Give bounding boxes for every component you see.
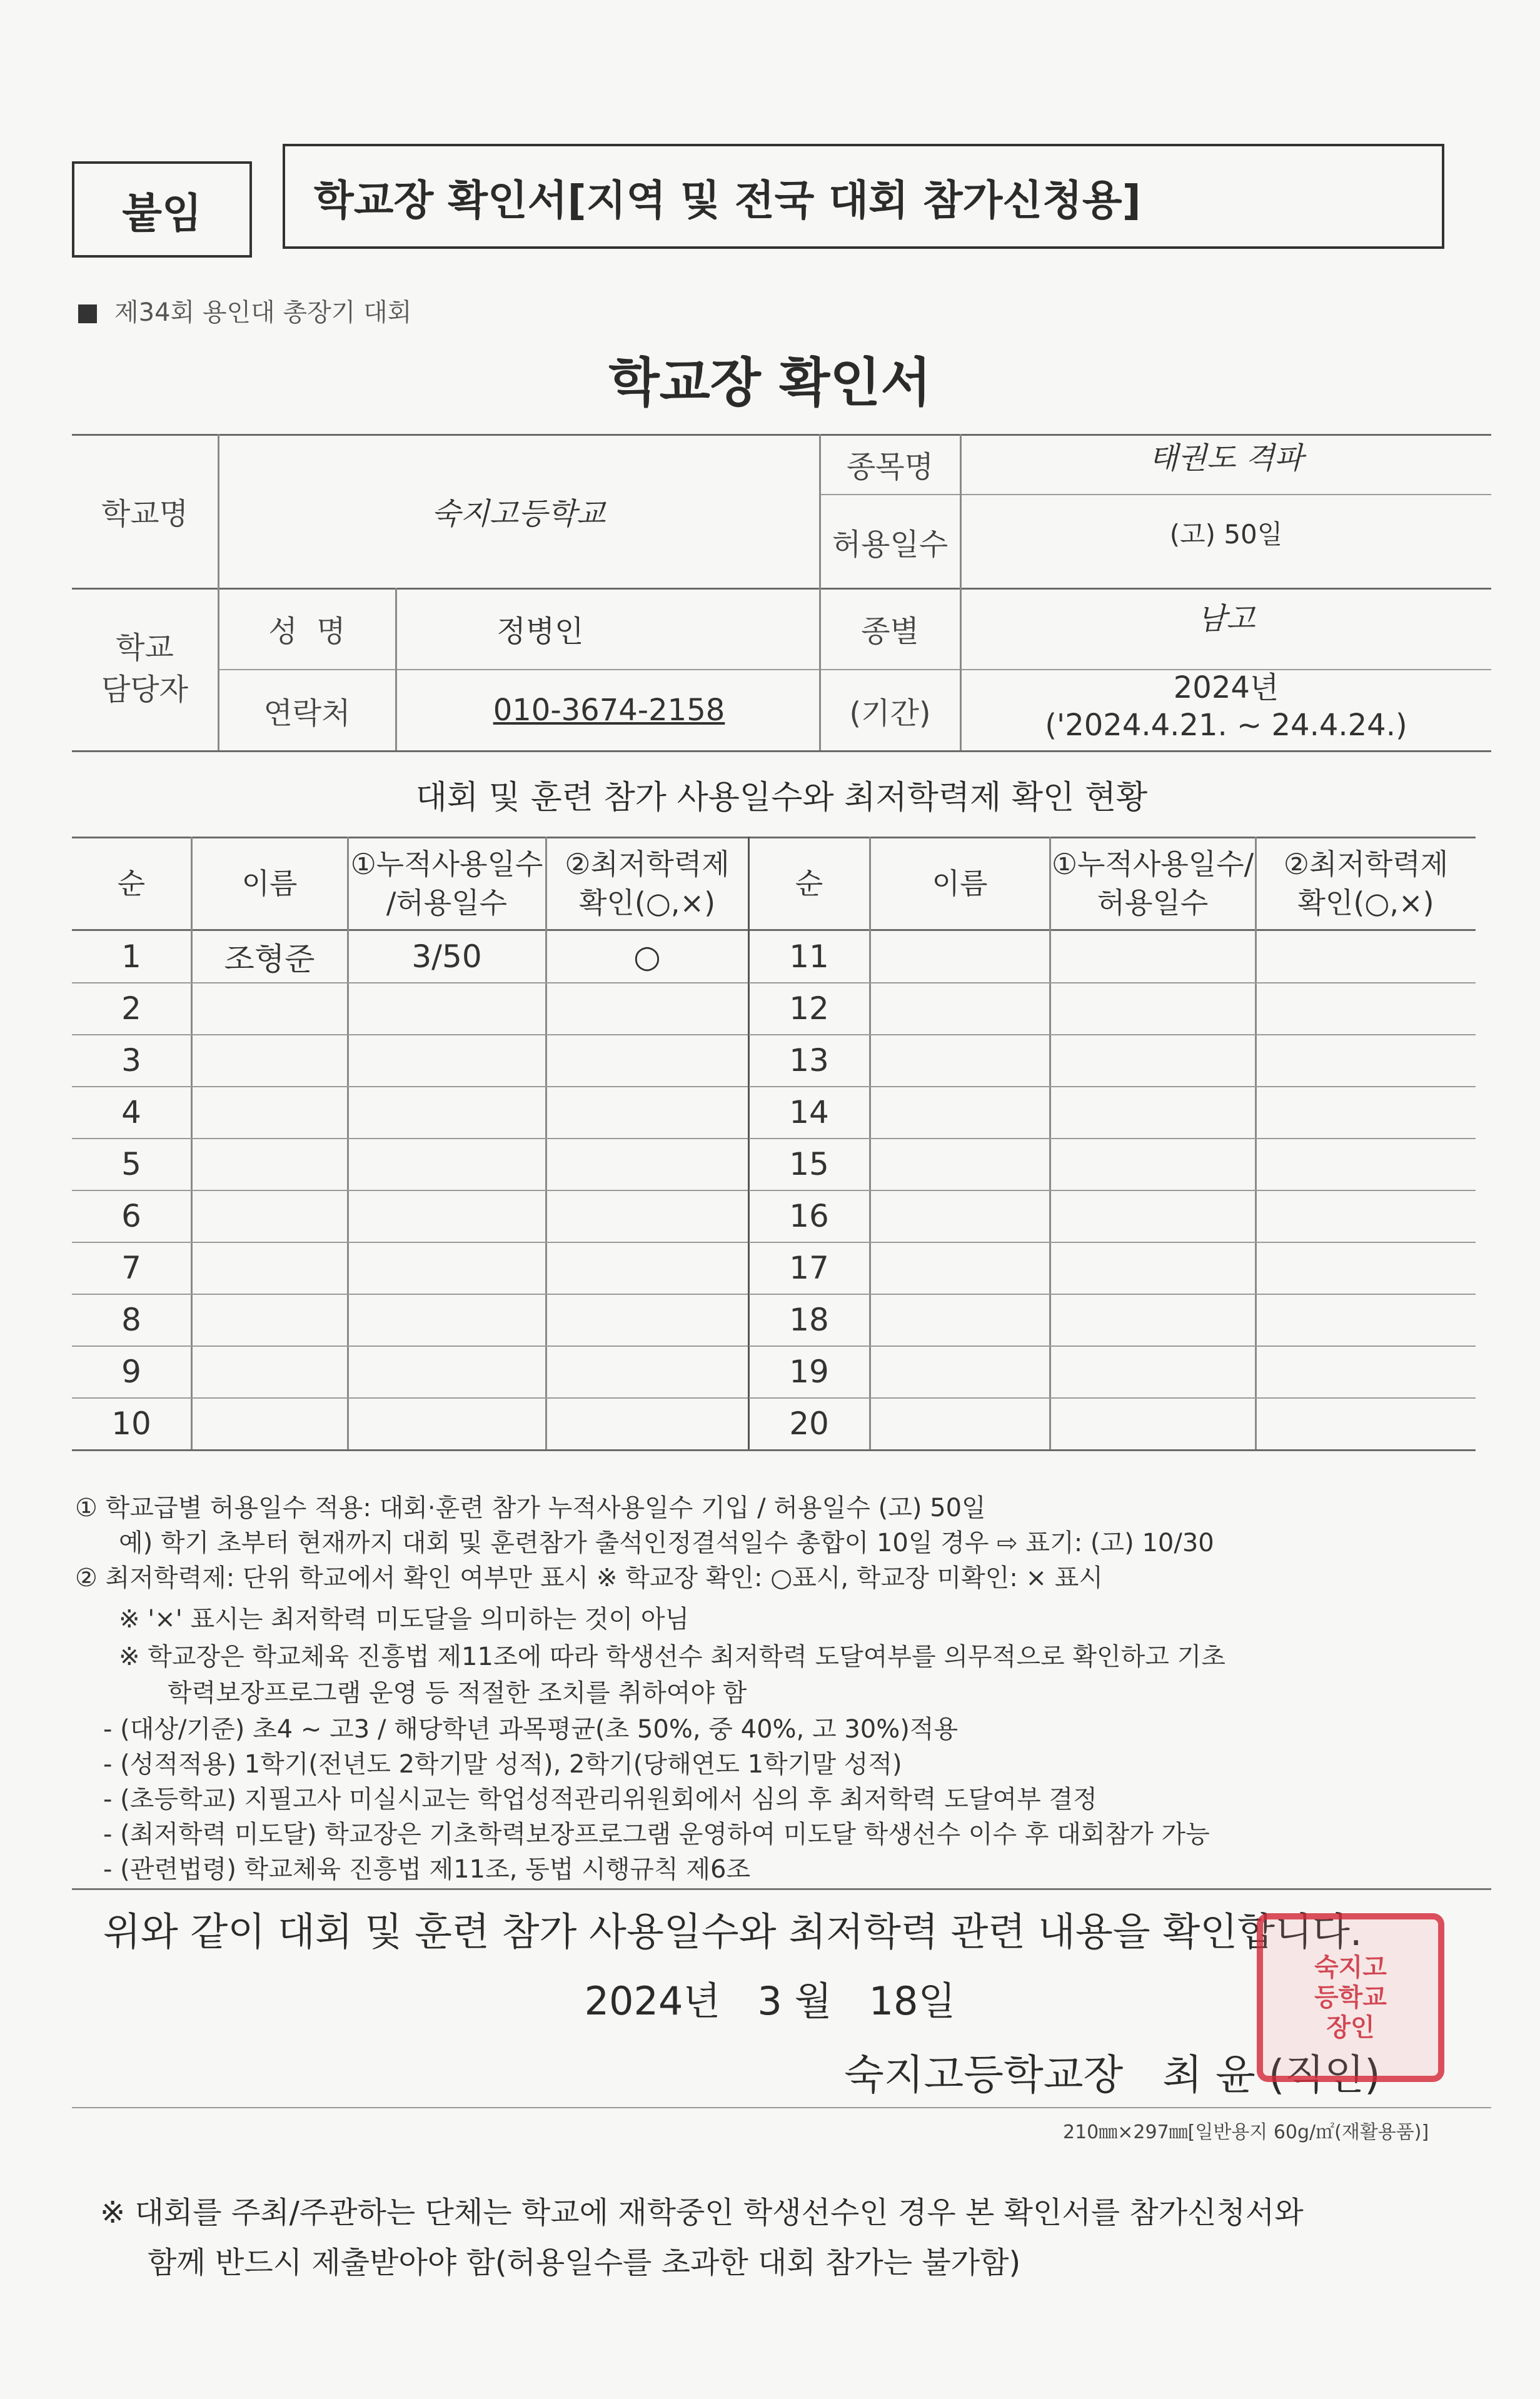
allowed-days-label: 허용일수 (832, 526, 949, 562)
table-cell-days (348, 1086, 545, 1138)
table-cell-no: 1 (121, 938, 141, 975)
table-cell-check (1256, 930, 1476, 982)
contact-value: 010-3674-2158 (493, 693, 725, 728)
table-cell-check (546, 1345, 748, 1397)
table-cell-name (192, 1034, 347, 1086)
period-range: ('2024.4.21. ~ 24.4.24.) (1045, 708, 1407, 743)
table-cell-days (348, 1294, 545, 1345)
table-cell-check: ○ (633, 938, 661, 975)
table-cell-name (870, 930, 1049, 982)
table-cell-days (1050, 1242, 1255, 1294)
note-line: - (초등학교) 지필고사 미실시교는 학업성적관리위원회에서 심의 후 최저학력 도달여부 결정 (103, 1785, 1097, 1814)
sport-value: 태권도 격파 (1149, 440, 1304, 476)
event-line (78, 293, 411, 328)
square-bullet-icon (78, 304, 97, 323)
table-cell-no: 20 (789, 1405, 829, 1442)
contact-label: 연락처 (263, 695, 351, 731)
table-cell-days (348, 1138, 545, 1190)
table-cell-name (870, 1034, 1049, 1086)
table-cell-name (192, 1086, 347, 1138)
footnote-line-2: 함께 반드시 제출받아야 함(허용일수를 초과한 대회 참가는 불가함) (148, 2245, 1021, 2280)
table-cell-no: 3 (121, 1042, 141, 1079)
page-title: 학교장 확인서 (608, 351, 932, 413)
table-cell-check (546, 1138, 748, 1190)
table-cell-days (1050, 930, 1255, 982)
table-cell-days (1050, 982, 1255, 1034)
table-cell-no: 19 (789, 1353, 829, 1390)
table-cell-no: 9 (121, 1353, 141, 1390)
school-name: 숙지고등학교 (431, 496, 606, 531)
table-cell-check (1256, 1345, 1476, 1397)
table-cell-check (546, 1294, 748, 1345)
table-cell-days (348, 1034, 545, 1086)
signer: 숙지고등학교장 최 윤 (직인) (844, 2051, 1381, 2099)
table-cell-name (870, 1345, 1049, 1397)
table-cell-days (1050, 1345, 1255, 1397)
paper-spec: 210㎜×297㎜[일반용지 60g/㎡(재활용품)] (1063, 2121, 1429, 2143)
note-line: - (최저학력 미도달) 학교장은 기초학력보장프로그램 운영하여 미도달 학생선수 이수 후 대회참가 가능 (103, 1820, 1210, 1849)
table-cell-check (1256, 1397, 1476, 1449)
table-cell-name (870, 1190, 1049, 1242)
manager-label: 학교 담당자 (101, 630, 189, 707)
table-cell-check (1256, 1190, 1476, 1242)
table-cell-no: 8 (121, 1301, 141, 1338)
col-name-left: 이름 (241, 866, 298, 900)
table-cell-days (1050, 1294, 1255, 1345)
table-cell-no: 14 (789, 1094, 829, 1130)
form-title: 학교장 확인서[지역 및 전국 대회 참가신청용] (283, 144, 1444, 249)
note-line: 예) 학기 초부터 현재까지 대회 및 훈련참가 출석인정결석일수 총합이 10일 경우 ⇨ 표기: (고) 10/30 (119, 1529, 1214, 1557)
table-heading: 대회 및 훈련 참가 사용일수와 최저학력제 확인 현황 (415, 778, 1148, 817)
table-cell-no: 17 (789, 1249, 829, 1286)
table-cell-days (1050, 1397, 1255, 1449)
table-cell-check (1256, 1294, 1476, 1345)
note-line: - (성적적용) 1학기(전년도 2학기말 성적), 2학기(당해연도 1학기말 성적) (103, 1750, 902, 1779)
confirmation-date: 2024년 3 월 18일 (584, 1978, 956, 2024)
note-line: - (대상/기준) 초4 ~ 고3 / 해당학년 과목평균(초 50%, 중 40%, 고 30%)적용 (103, 1715, 959, 1744)
table-cell-days (1050, 1034, 1255, 1086)
school-label: 학교명 (101, 496, 189, 531)
table-cell-no: 11 (789, 938, 829, 975)
note-line: ※ '×' 표시는 최저학력 미도달을 의미하는 것이 아님 (119, 1605, 690, 1634)
col-check-right: ②최저학력제 확인(○,×) (1283, 847, 1449, 920)
table-cell-name (192, 1190, 347, 1242)
col-no-right: 순 (795, 866, 823, 900)
table-cell-name (870, 982, 1049, 1034)
table-cell-days (348, 982, 545, 1034)
table-cell-name: 조형준 (224, 940, 315, 977)
table-cell-days (1050, 1086, 1255, 1138)
table-cell-days (1050, 1138, 1255, 1190)
table-cell-name (192, 1294, 347, 1345)
table-cell-check (546, 1397, 748, 1449)
table-cell-check (1256, 1242, 1476, 1294)
table-cell-days (348, 1242, 545, 1294)
table-cell-check (546, 1034, 748, 1086)
table-cell-days (348, 1190, 545, 1242)
table-cell-check (1256, 1138, 1476, 1190)
table-cell-days (1050, 1190, 1255, 1242)
table-cell-no: 7 (121, 1249, 141, 1286)
category-value: 남고 (1197, 601, 1256, 636)
table-cell-no: 15 (789, 1145, 829, 1182)
table-cell-name (192, 982, 347, 1034)
event-name: 제34회 용인대 총장기 대회 (114, 298, 412, 327)
table-cell-name (192, 1345, 347, 1397)
note-line: - (관련법령) 학교체육 진흥법 제11조, 동법 시행규칙 제6조 (103, 1855, 751, 1884)
col-check-left: ②최저학력제 확인(○,×) (565, 847, 730, 920)
table-cell-check (546, 1242, 748, 1294)
table-cell-no: 12 (789, 990, 829, 1027)
col-no-left: 순 (117, 866, 146, 900)
table-cell-no: 16 (789, 1197, 829, 1234)
col-days-right: ①누적사용일수/ 허용일수 (1051, 847, 1254, 920)
table-cell-no: 18 (789, 1301, 829, 1338)
note-line: ② 최저학력제: 단위 학교에서 확인 여부만 표시 ※ 학교장 확인: ○표시, 학교장 미확인: × 표시 (75, 1564, 1104, 1592)
footnote-line-1: ※ 대회를 주최/주관하는 단체는 학교에 재학중인 학생선수인 경우 본 확인서를 참가신청서와 (100, 2195, 1304, 2230)
seal-text: 숙지고 등학교 장인 (1314, 1953, 1387, 2042)
table-cell-name (192, 1138, 347, 1190)
table-cell-days (348, 1345, 545, 1397)
table-cell-name (870, 1242, 1049, 1294)
table-cell-name (192, 1397, 347, 1449)
table-cell-check (546, 1190, 748, 1242)
table-cell-days: 3/50 (411, 938, 482, 975)
table-cell-name (870, 1138, 1049, 1190)
note-line: ※ 학교장은 학교체육 진흥법 제11조에 따라 학생선수 최저학력 도달여부를 의무적으로 확인하고 기초 (119, 1642, 1225, 1671)
table-cell-no: 6 (121, 1197, 141, 1234)
table-cell-check (1256, 1034, 1476, 1086)
table-cell-check (546, 982, 748, 1034)
table-cell-no: 4 (121, 1094, 141, 1130)
note-line: 학력보장프로그램 운영 등 적절한 조치를 취하여야 함 (168, 1679, 747, 1707)
official-seal (1257, 1913, 1444, 2082)
table-cell-name (870, 1086, 1049, 1138)
table-cell-no: 13 (789, 1042, 829, 1079)
table-cell-no: 5 (121, 1145, 141, 1182)
col-days-left: ①누적사용일수 /허용일수 (350, 847, 543, 920)
attachment-label: 붙임 (72, 161, 252, 258)
table-cell-no: 2 (121, 990, 141, 1027)
confirmation-text: 위와 같이 대회 및 훈련 참가 사용일수와 최저학력 관련 내용을 확인합니다. (103, 1909, 1362, 1954)
table-cell-name (870, 1294, 1049, 1345)
table-cell-no: 10 (111, 1405, 151, 1442)
note-line: ① 학교급별 허용일수 적용: 대회·훈련 참가 누적사용일수 기입 / 허용일수 (고) 50일 (75, 1494, 986, 1522)
table-cell-name (192, 1242, 347, 1294)
table-cell-check (1256, 982, 1476, 1034)
sport-label: 종목명 (846, 449, 934, 485)
name-label: 성 명 (268, 613, 346, 649)
period-label: (기간) (849, 695, 931, 731)
allowed-days-value: (고) 50일 (1169, 519, 1283, 550)
table-cell-check (546, 1086, 748, 1138)
category-label: 종별 (861, 613, 919, 649)
table-cell-days (348, 1397, 545, 1449)
manager-name: 정병인 (496, 613, 584, 649)
col-name-right: 이름 (932, 866, 988, 900)
period-year: 2024년 (1173, 670, 1279, 705)
table-cell-name (870, 1397, 1049, 1449)
table-cell-check (1256, 1086, 1476, 1138)
